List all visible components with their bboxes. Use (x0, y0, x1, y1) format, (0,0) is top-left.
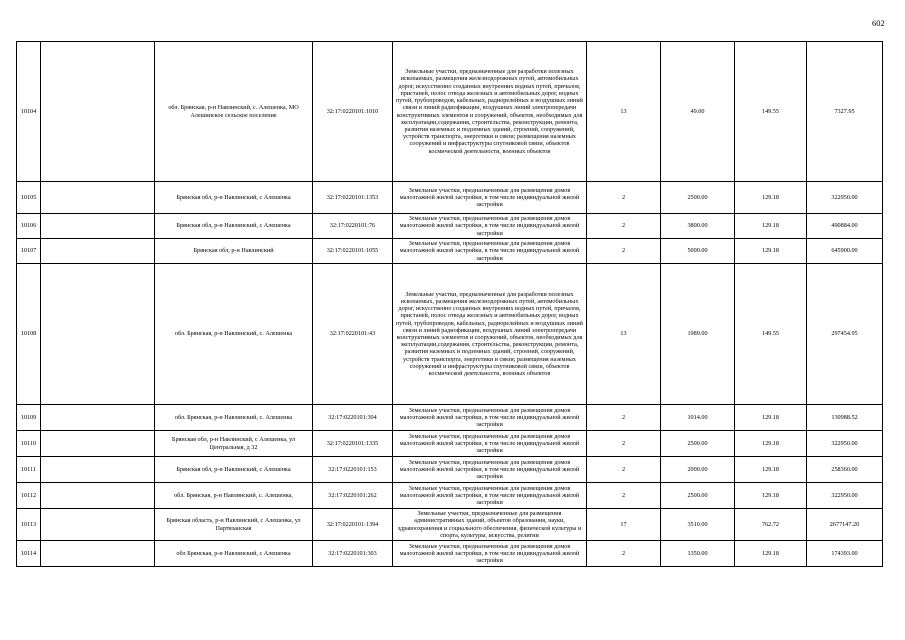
table-row (17, 483, 883, 509)
use-code-cell: 2 (587, 431, 661, 457)
area-cell: 2500.00 (661, 182, 735, 214)
use-code-cell: 2 (587, 541, 661, 567)
table-row (17, 405, 883, 431)
table-row (17, 239, 883, 264)
rate-cell: 129.18 (735, 239, 807, 264)
area-cell: 5000.00 (661, 239, 735, 264)
row-number: 10107 (17, 239, 41, 264)
use-code-cell: 2 (587, 405, 661, 431)
use-code-cell: 13 (587, 264, 661, 405)
cadastral-value-cell: 2677147.20 (807, 509, 883, 541)
table-row (17, 509, 883, 541)
empty-cell (41, 509, 155, 541)
row-number: 10106 (17, 214, 41, 239)
row-number: 10105 (17, 182, 41, 214)
empty-cell (41, 431, 155, 457)
cadastral-value-cell: 322950.00 (807, 182, 883, 214)
land-use-cell: Земельные участки, предназначенные для размещения административных зданий, объектов образования, науки, здравоохранения и социального обеспечения, физической культуры и спорта, культуры, искусства, религии (393, 509, 587, 541)
use-code-cell: 2 (587, 457, 661, 483)
rate-cell: 129.18 (735, 483, 807, 509)
address-cell: обл Брянская, р-н Навлинский, с Алешенка (155, 541, 313, 567)
cadastral-number-cell: 32:17:0220101:1353 (313, 182, 393, 214)
empty-cell (41, 182, 155, 214)
cadastral-value-cell: 322950.00 (807, 431, 883, 457)
table-row (17, 264, 883, 405)
address-cell: Брянская обл, р-н Навлинский, с Алешенка (155, 182, 313, 214)
cadastral-number-cell: 32:17:0220101:304 (313, 405, 393, 431)
area-cell: 1350.00 (661, 541, 735, 567)
empty-cell (41, 264, 155, 405)
address-cell: обл. Брянская, р-н Навлинский, с. Алешенка (155, 264, 313, 405)
page-number: 602 (872, 18, 885, 28)
cadastral-number-cell: 32:17:0220101:1010 (313, 42, 393, 182)
empty-cell (41, 405, 155, 431)
cadastral-value-cell: 645900.00 (807, 239, 883, 264)
land-use-cell: Земельные участки, предназначенные для размещения домов малоэтажной жилой застройки, в том числе индивидуальной жилой застройки (393, 182, 587, 214)
empty-cell (41, 214, 155, 239)
cadastral-value-cell: 490884.00 (807, 214, 883, 239)
table-row (17, 214, 883, 239)
rate-cell: 149.55 (735, 264, 807, 405)
cadastral-number-cell: 32:17:0220101:303 (313, 541, 393, 567)
cadastral-value-cell: 174393.00 (807, 541, 883, 567)
cadastral-number-cell: 32:17:0220101:1335 (313, 431, 393, 457)
row-number: 10104 (17, 42, 41, 182)
empty-cell (41, 239, 155, 264)
land-use-cell: Земельные участки, предназначенные для размещения домов малоэтажной жилой застройки, в том числе индивидуальной жилой застройки (393, 405, 587, 431)
row-number: 10108 (17, 264, 41, 405)
use-code-cell: 17 (587, 509, 661, 541)
cadastral-value-cell: 7327.95 (807, 42, 883, 182)
empty-cell (41, 483, 155, 509)
row-number: 10112 (17, 483, 41, 509)
empty-cell (41, 42, 155, 182)
empty-cell (41, 457, 155, 483)
rate-cell: 129.18 (735, 431, 807, 457)
row-number: 10110 (17, 431, 41, 457)
land-use-cell: Земельные участки, предназначенные для размещения домов малоэтажной жилой застройки, в том числе индивидуальной жилой застройки (393, 541, 587, 567)
area-cell: 2500.00 (661, 483, 735, 509)
land-use-cell: Земельные участки, предназначенные для размещения домов малоэтажной жилой застройки, в том числе индивидуальной жилой застройки (393, 239, 587, 264)
address-cell: Брянская обл, р-н Навлинский (155, 239, 313, 264)
area-cell: 49.00 (661, 42, 735, 182)
land-use-cell: Земельные участки, предназначенные для размещения домов малоэтажной жилой застройки, в том числе индивидуальной жилой застройки (393, 214, 587, 239)
row-number: 10113 (17, 509, 41, 541)
area-cell: 1014.00 (661, 405, 735, 431)
land-use-cell: Земельные участки, предназначенные для размещения домов малоэтажной жилой застройки, в том числе индивидуальной жилой застройки (393, 431, 587, 457)
cadastral-number-cell: 32:17:0220101:76 (313, 214, 393, 239)
row-number: 10109 (17, 405, 41, 431)
address-cell: обл. Брянская, р-н Навлинский, с. Алешенка (155, 405, 313, 431)
land-use-cell: Земельные участки, предназначенные для разработки полезных ископаемых, размещения железнодорожных путей, автомобильных дорог, искусственно созданных внутренних водных путей, причалов, пристаней, полос отвода железных и автомобильных дорог, водных путей, трубопроводов, кабельных, радиорелейных и воздушных линий связи и линий радиофикации, воздушных линий электропередачи конструктивных элементов и сооружений, объектов, необходимых для эксплуатации,содержания, строительства, реконструкции, ремонта, развития наземных и подземных зданий, строений, сооружений, устройств транспорта, энергетики и связи; размещения наземных сооружений и инфраструктуры спутниковой связи, объектов космической деятельности, военных объектов (393, 264, 587, 405)
address-cell: Брянская обл, р-н Навлинский, с Алешенка, ул Центральная, д 32 (155, 431, 313, 457)
use-code-cell: 13 (587, 42, 661, 182)
land-registry-table (16, 41, 883, 567)
address-cell: обл. Брянская, р-н Навлинский, с. Алешенка, МО Алешинское сельское поселение (155, 42, 313, 182)
table-row (17, 42, 883, 182)
cadastral-number-cell: 32:17:0220101:262 (313, 483, 393, 509)
address-cell: Брянская обл, р-н Навлинский, с Алешенка (155, 214, 313, 239)
area-cell: 2500.00 (661, 431, 735, 457)
rate-cell: 129.18 (735, 405, 807, 431)
land-use-cell: Земельные участки, предназначенные для размещения домов малоэтажной жилой застройки, в том числе индивидуальной жилой застройки (393, 483, 587, 509)
land-use-cell: Земельные участки, предназначенные для размещения домов малоэтажной жилой застройки, в том числе индивидуальной жилой застройки (393, 457, 587, 483)
table-row (17, 431, 883, 457)
address-cell: обл. Брянская, р-н Навлинский, с. Алешенка, (155, 483, 313, 509)
use-code-cell: 2 (587, 483, 661, 509)
cadastral-value-cell: 297454.95 (807, 264, 883, 405)
rate-cell: 129.18 (735, 541, 807, 567)
use-code-cell: 2 (587, 214, 661, 239)
cadastral-number-cell: 32:17:0220101:1394 (313, 509, 393, 541)
rate-cell: 129.18 (735, 214, 807, 239)
rate-cell: 129.18 (735, 457, 807, 483)
area-cell: 3510.00 (661, 509, 735, 541)
table-row (17, 457, 883, 483)
address-cell: Брянская область, р-н Навлинский, с Алешенка, ул Партизанская (155, 509, 313, 541)
area-cell: 1989.00 (661, 264, 735, 405)
table-body (17, 42, 883, 567)
use-code-cell: 2 (587, 239, 661, 264)
land-use-cell: Земельные участки, предназначенные для разработки полезных ископаемых, размещения железнодорожных путей, автомобильных дорог, искусственно созданных внутренних водных путей, причалов, пристаней, полос отвода железных и автомобильных дорог, водных путей, трубопроводов, кабельных, радиорелейных и воздушных линий связи и линий радиофикации, воздушных линий электропередачи конструктивных элементов и сооружений, объектов, необходимых для эксплуатации,содержания, строительства, реконструкции, ремонта, развития наземных и подземных зданий, строений, сооружений, устройств транспорта, энергетики и связи; размещения наземных сооружений и инфраструктуры спутниковой связи, объектов космической деятельности, военных объектов (393, 42, 587, 182)
cadastral-number-cell: 32:17:0220101:43 (313, 264, 393, 405)
address-cell: Брянская обл, р-н Навлинский, с Алешенка (155, 457, 313, 483)
area-cell: 2000.00 (661, 457, 735, 483)
rate-cell: 762.72 (735, 509, 807, 541)
table-row (17, 182, 883, 214)
empty-cell (41, 541, 155, 567)
area-cell: 3800.00 (661, 214, 735, 239)
rate-cell: 149.55 (735, 42, 807, 182)
rate-cell: 129.18 (735, 182, 807, 214)
cadastral-value-cell: 258360.00 (807, 457, 883, 483)
table-row (17, 541, 883, 567)
row-number: 10111 (17, 457, 41, 483)
cadastral-value-cell: 130988.52 (807, 405, 883, 431)
cadastral-number-cell: 32:17:0220101:153 (313, 457, 393, 483)
row-number: 10114 (17, 541, 41, 567)
cadastral-number-cell: 32:17:0220101:1055 (313, 239, 393, 264)
use-code-cell: 2 (587, 182, 661, 214)
cadastral-value-cell: 322950.00 (807, 483, 883, 509)
